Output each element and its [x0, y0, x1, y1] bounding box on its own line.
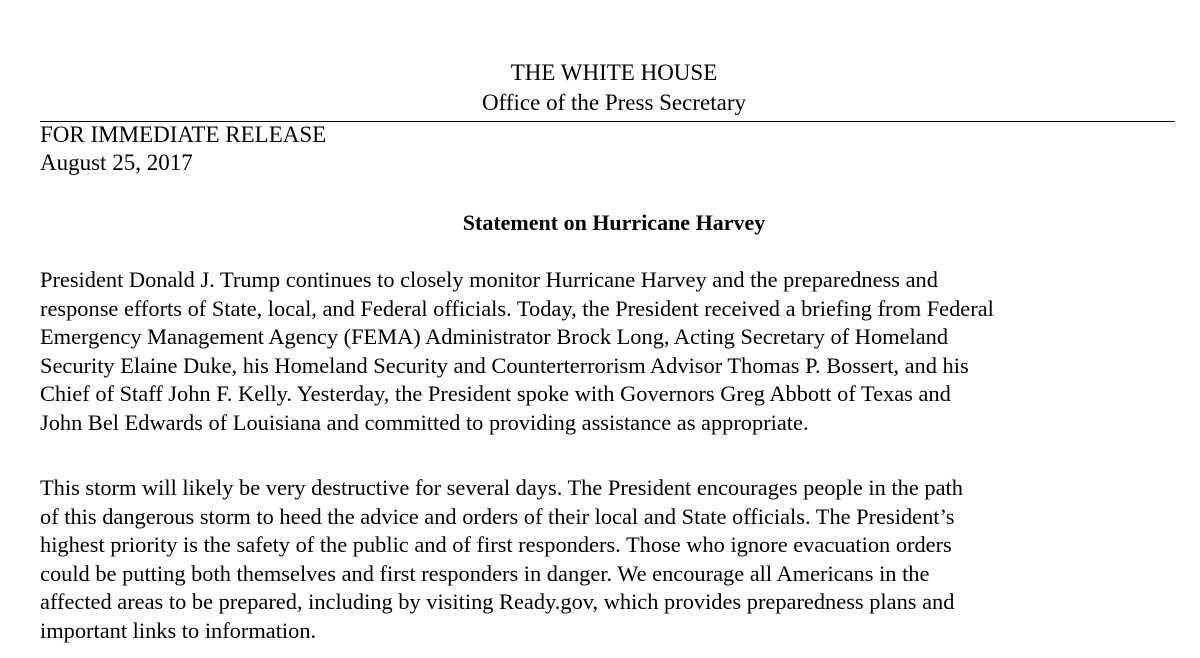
paragraph-line: This storm will likely be very destructive for several days. The President encourages people in the path: [40, 475, 963, 500]
paragraph-line: could be putting both themselves and first responders in danger. We encourage all Americans in the: [40, 560, 930, 586]
paragraph-line: highest priority is the safety of the public and of first responders. Those who ignore evacuation orders: [40, 532, 952, 558]
paragraph-line: Chief of Staff John F. Kelly. Yesterday, the President spoke with Governors Greg Abbott of Texas and: [40, 381, 951, 407]
office-subheading: Office of the Press Secretary: [482, 90, 746, 115]
body-paragraph-2: [40, 474, 1180, 646]
statement-title: Statement on Hurricane Harvey: [462, 210, 766, 235]
paragraph-line: Emergency Management Agency (FEMA) Administrator Brock Long, Acting Secretary of Homeland: [40, 324, 949, 350]
paragraph-line: John Bel Edwards of Louisiana and committed to providing assistance as appropriate.: [40, 409, 809, 435]
paragraph-line: Security Elaine Duke, his Homeland Security and Counterterrorism Advisor Thomas P. Bossert, and his: [40, 352, 969, 378]
release-label: FOR IMMEDIATE RELEASE: [40, 122, 327, 147]
paragraph-line: affected areas to be prepared, including by visiting Ready.gov, which provides preparedness plans and: [40, 589, 955, 615]
paragraph-line: response efforts of State, local, and Federal officials. Today, the President received a briefing from Federal: [40, 295, 994, 321]
paragraph-line: important links to information.: [40, 617, 317, 643]
paragraph-line: of this dangerous storm to heed the advice and orders of their local and State officials. The President’s: [40, 503, 955, 529]
release-date: August 25, 2017: [40, 150, 193, 175]
paragraph-line: President Donald J. Trump continues to closely monitor Hurricane Harvey and the preparedness and: [40, 267, 938, 292]
organization-heading: THE WHITE HOUSE: [510, 60, 718, 85]
body-paragraph-1: [40, 266, 1180, 438]
